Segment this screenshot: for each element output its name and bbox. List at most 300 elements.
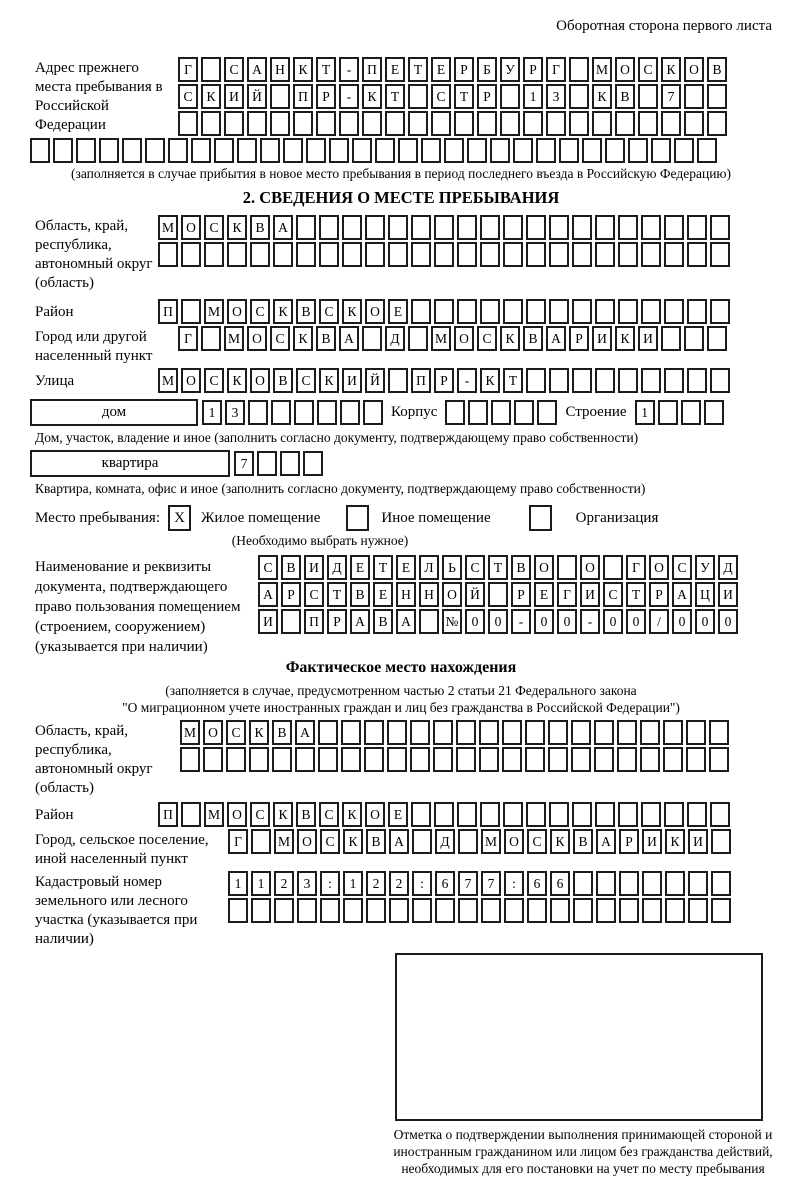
char-cell[interactable] bbox=[595, 368, 615, 393]
char-cell[interactable] bbox=[454, 111, 474, 136]
char-cell[interactable]: Р bbox=[511, 582, 531, 607]
char-cell[interactable] bbox=[431, 111, 451, 136]
char-cell[interactable]: О bbox=[181, 215, 201, 240]
char-cell[interactable] bbox=[434, 299, 454, 324]
char-cell[interactable] bbox=[526, 215, 546, 240]
char-cell[interactable]: С bbox=[319, 299, 339, 324]
char-cell[interactable]: С bbox=[270, 326, 290, 351]
char-cell[interactable]: С bbox=[672, 555, 692, 580]
char-cell[interactable]: Г bbox=[178, 326, 198, 351]
char-cell[interactable] bbox=[661, 326, 681, 351]
char-cell[interactable]: Т bbox=[327, 582, 347, 607]
char-cell[interactable] bbox=[181, 242, 201, 267]
char-cell[interactable] bbox=[434, 802, 454, 827]
char-cell[interactable]: Е bbox=[534, 582, 554, 607]
char-cell[interactable]: Ц bbox=[695, 582, 715, 607]
char-cell[interactable] bbox=[686, 720, 706, 745]
char-cell[interactable]: О bbox=[227, 802, 247, 827]
char-cell[interactable] bbox=[640, 720, 660, 745]
char-cell[interactable]: С bbox=[638, 57, 658, 82]
char-cell[interactable]: О bbox=[227, 299, 247, 324]
char-cell[interactable] bbox=[477, 111, 497, 136]
char-cell[interactable] bbox=[546, 111, 566, 136]
char-cell[interactable]: К bbox=[342, 299, 362, 324]
char-cell[interactable]: И bbox=[642, 829, 662, 854]
char-cell[interactable] bbox=[457, 802, 477, 827]
char-cell[interactable]: Р bbox=[281, 582, 301, 607]
char-cell[interactable] bbox=[681, 400, 701, 425]
char-cell[interactable]: 7 bbox=[661, 84, 681, 109]
char-cell[interactable] bbox=[603, 555, 623, 580]
char-cell[interactable] bbox=[595, 802, 615, 827]
char-cell[interactable]: К bbox=[293, 57, 313, 82]
char-cell[interactable]: М bbox=[158, 215, 178, 240]
char-cell[interactable] bbox=[296, 215, 316, 240]
char-cell[interactable] bbox=[687, 802, 707, 827]
char-cell[interactable]: Д bbox=[435, 829, 455, 854]
char-cell[interactable] bbox=[294, 400, 314, 425]
char-cell[interactable]: С bbox=[477, 326, 497, 351]
char-cell[interactable]: К bbox=[342, 802, 362, 827]
char-cell[interactable] bbox=[364, 747, 384, 772]
char-cell[interactable]: 7 bbox=[481, 871, 501, 896]
char-cell[interactable] bbox=[318, 720, 338, 745]
char-cell[interactable]: В bbox=[573, 829, 593, 854]
char-cell[interactable] bbox=[697, 138, 717, 163]
char-cell[interactable] bbox=[641, 802, 661, 827]
char-cell[interactable] bbox=[491, 400, 511, 425]
char-cell[interactable] bbox=[688, 871, 708, 896]
char-cell[interactable]: 2 bbox=[389, 871, 409, 896]
char-cell[interactable]: 6 bbox=[550, 871, 570, 896]
char-cell[interactable]: К bbox=[227, 368, 247, 393]
char-cell[interactable]: С bbox=[296, 368, 316, 393]
char-cell[interactable]: Г bbox=[228, 829, 248, 854]
char-cell[interactable] bbox=[201, 111, 221, 136]
char-cell[interactable] bbox=[641, 242, 661, 267]
char-cell[interactable]: Т bbox=[503, 368, 523, 393]
char-cell[interactable]: 0 bbox=[626, 609, 646, 634]
char-cell[interactable] bbox=[619, 871, 639, 896]
char-cell[interactable]: К bbox=[319, 368, 339, 393]
char-cell[interactable] bbox=[180, 747, 200, 772]
char-cell[interactable] bbox=[458, 829, 478, 854]
char-cell[interactable]: К bbox=[480, 368, 500, 393]
char-cell[interactable] bbox=[237, 138, 257, 163]
char-cell[interactable] bbox=[479, 720, 499, 745]
char-cell[interactable] bbox=[595, 242, 615, 267]
char-cell[interactable] bbox=[320, 898, 340, 923]
char-cell[interactable]: К bbox=[615, 326, 635, 351]
char-cell[interactable] bbox=[572, 299, 592, 324]
char-cell[interactable]: Г bbox=[626, 555, 646, 580]
char-cell[interactable] bbox=[411, 802, 431, 827]
char-cell[interactable]: К bbox=[343, 829, 363, 854]
char-cell[interactable]: Р bbox=[477, 84, 497, 109]
char-cell[interactable]: Т bbox=[488, 555, 508, 580]
char-cell[interactable] bbox=[203, 747, 223, 772]
char-cell[interactable]: А bbox=[247, 57, 267, 82]
char-cell[interactable] bbox=[526, 802, 546, 827]
char-cell[interactable] bbox=[250, 242, 270, 267]
char-cell[interactable] bbox=[364, 720, 384, 745]
char-cell[interactable]: О bbox=[365, 299, 385, 324]
char-cell[interactable]: Т bbox=[316, 57, 336, 82]
char-cell[interactable] bbox=[571, 720, 591, 745]
char-cell[interactable] bbox=[664, 215, 684, 240]
char-cell[interactable] bbox=[513, 138, 533, 163]
char-cell[interactable] bbox=[295, 747, 315, 772]
char-cell[interactable] bbox=[557, 555, 577, 580]
char-cell[interactable]: Г bbox=[557, 582, 577, 607]
char-cell[interactable] bbox=[664, 299, 684, 324]
char-cell[interactable]: А bbox=[396, 609, 416, 634]
char-cell[interactable] bbox=[362, 111, 382, 136]
char-cell[interactable]: 6 bbox=[435, 871, 455, 896]
char-cell[interactable]: 3 bbox=[546, 84, 566, 109]
char-cell[interactable] bbox=[410, 747, 430, 772]
char-cell[interactable]: О bbox=[454, 326, 474, 351]
char-cell[interactable]: И bbox=[304, 555, 324, 580]
char-cell[interactable]: Т bbox=[626, 582, 646, 607]
char-cell[interactable] bbox=[663, 747, 683, 772]
char-cell[interactable] bbox=[548, 720, 568, 745]
char-cell[interactable] bbox=[503, 215, 523, 240]
char-cell[interactable] bbox=[224, 111, 244, 136]
char-cell[interactable] bbox=[684, 111, 704, 136]
char-cell[interactable]: Р bbox=[327, 609, 347, 634]
char-cell[interactable] bbox=[341, 720, 361, 745]
char-cell[interactable]: Е bbox=[431, 57, 451, 82]
char-cell[interactable]: М bbox=[158, 368, 178, 393]
char-cell[interactable]: С bbox=[224, 57, 244, 82]
char-cell[interactable] bbox=[640, 747, 660, 772]
char-cell[interactable] bbox=[569, 84, 589, 109]
char-cell[interactable]: С bbox=[178, 84, 198, 109]
char-cell[interactable]: 1 bbox=[523, 84, 543, 109]
char-cell[interactable]: А bbox=[258, 582, 278, 607]
char-cell[interactable] bbox=[549, 368, 569, 393]
char-cell[interactable]: Р bbox=[619, 829, 639, 854]
char-cell[interactable] bbox=[458, 898, 478, 923]
char-cell[interactable]: С bbox=[527, 829, 547, 854]
char-cell[interactable] bbox=[319, 215, 339, 240]
char-cell[interactable] bbox=[53, 138, 73, 163]
char-cell[interactable] bbox=[642, 898, 662, 923]
char-cell[interactable] bbox=[707, 111, 727, 136]
char-cell[interactable] bbox=[433, 747, 453, 772]
char-cell[interactable]: С bbox=[250, 299, 270, 324]
char-cell[interactable] bbox=[710, 299, 730, 324]
char-cell[interactable]: А bbox=[546, 326, 566, 351]
char-cell[interactable]: С bbox=[250, 802, 270, 827]
char-cell[interactable]: П bbox=[293, 84, 313, 109]
char-cell[interactable] bbox=[251, 829, 271, 854]
char-cell[interactable] bbox=[408, 326, 428, 351]
char-cell[interactable]: - bbox=[339, 57, 359, 82]
char-cell[interactable] bbox=[445, 400, 465, 425]
char-cell[interactable] bbox=[316, 111, 336, 136]
char-cell[interactable] bbox=[387, 747, 407, 772]
char-cell[interactable]: И bbox=[342, 368, 362, 393]
char-cell[interactable]: Т bbox=[454, 84, 474, 109]
char-cell[interactable]: В bbox=[373, 609, 393, 634]
char-cell[interactable]: О bbox=[297, 829, 317, 854]
char-cell[interactable] bbox=[617, 720, 637, 745]
char-cell[interactable] bbox=[444, 138, 464, 163]
char-cell[interactable]: Н bbox=[270, 57, 290, 82]
char-cell[interactable] bbox=[490, 138, 510, 163]
char-cell[interactable] bbox=[527, 898, 547, 923]
char-cell[interactable]: И bbox=[580, 582, 600, 607]
char-cell[interactable]: / bbox=[649, 609, 669, 634]
char-cell[interactable] bbox=[248, 400, 268, 425]
char-cell[interactable] bbox=[664, 368, 684, 393]
char-cell[interactable] bbox=[257, 451, 277, 476]
char-cell[interactable] bbox=[389, 898, 409, 923]
char-cell[interactable] bbox=[688, 898, 708, 923]
char-cell[interactable] bbox=[572, 368, 592, 393]
char-cell[interactable] bbox=[434, 215, 454, 240]
char-cell[interactable] bbox=[214, 138, 234, 163]
char-cell[interactable] bbox=[707, 326, 727, 351]
char-cell[interactable] bbox=[421, 138, 441, 163]
char-cell[interactable] bbox=[596, 871, 616, 896]
char-cell[interactable]: А bbox=[596, 829, 616, 854]
char-cell[interactable] bbox=[711, 871, 731, 896]
char-cell[interactable] bbox=[387, 720, 407, 745]
char-cell[interactable] bbox=[664, 242, 684, 267]
char-cell[interactable] bbox=[536, 138, 556, 163]
char-cell[interactable] bbox=[410, 720, 430, 745]
char-cell[interactable]: И bbox=[224, 84, 244, 109]
char-cell[interactable] bbox=[503, 299, 523, 324]
char-cell[interactable] bbox=[366, 898, 386, 923]
char-cell[interactable]: И bbox=[638, 326, 658, 351]
char-cell[interactable] bbox=[388, 368, 408, 393]
char-cell[interactable] bbox=[684, 326, 704, 351]
char-cell[interactable]: А bbox=[295, 720, 315, 745]
char-cell[interactable] bbox=[435, 898, 455, 923]
char-cell[interactable] bbox=[641, 215, 661, 240]
char-cell[interactable] bbox=[595, 215, 615, 240]
char-cell[interactable] bbox=[76, 138, 96, 163]
char-cell[interactable] bbox=[594, 720, 614, 745]
char-cell[interactable]: 3 bbox=[297, 871, 317, 896]
char-cell[interactable] bbox=[704, 400, 724, 425]
char-cell[interactable]: 1 bbox=[228, 871, 248, 896]
char-cell[interactable]: К bbox=[227, 215, 247, 240]
char-cell[interactable] bbox=[385, 111, 405, 136]
char-cell[interactable] bbox=[375, 138, 395, 163]
char-cell[interactable] bbox=[251, 898, 271, 923]
char-cell[interactable] bbox=[618, 368, 638, 393]
char-cell[interactable]: Е bbox=[373, 582, 393, 607]
char-cell[interactable]: И bbox=[718, 582, 738, 607]
char-cell[interactable] bbox=[572, 215, 592, 240]
char-cell[interactable]: К bbox=[500, 326, 520, 351]
char-cell[interactable] bbox=[30, 138, 50, 163]
char-cell[interactable]: 1 bbox=[251, 871, 271, 896]
char-cell[interactable]: Ь bbox=[442, 555, 462, 580]
char-cell[interactable]: М bbox=[180, 720, 200, 745]
char-cell[interactable]: 0 bbox=[672, 609, 692, 634]
char-cell[interactable] bbox=[687, 368, 707, 393]
char-cell[interactable] bbox=[226, 747, 246, 772]
char-cell[interactable]: Е bbox=[388, 299, 408, 324]
char-cell[interactable]: А bbox=[672, 582, 692, 607]
char-cell[interactable] bbox=[480, 299, 500, 324]
char-cell[interactable] bbox=[158, 242, 178, 267]
char-cell[interactable] bbox=[559, 138, 579, 163]
char-cell[interactable] bbox=[99, 138, 119, 163]
char-cell[interactable] bbox=[303, 451, 323, 476]
char-cell[interactable] bbox=[283, 138, 303, 163]
char-cell[interactable] bbox=[247, 111, 267, 136]
char-cell[interactable] bbox=[686, 747, 706, 772]
char-cell[interactable]: К bbox=[273, 299, 293, 324]
char-cell[interactable] bbox=[249, 747, 269, 772]
char-cell[interactable] bbox=[365, 242, 385, 267]
char-cell[interactable] bbox=[408, 111, 428, 136]
char-cell[interactable] bbox=[710, 802, 730, 827]
char-cell[interactable] bbox=[467, 138, 487, 163]
checkbox-organization[interactable] bbox=[529, 505, 552, 531]
char-cell[interactable] bbox=[412, 898, 432, 923]
char-cell[interactable] bbox=[526, 299, 546, 324]
char-cell[interactable] bbox=[181, 299, 201, 324]
char-cell[interactable] bbox=[228, 898, 248, 923]
char-cell[interactable]: А bbox=[273, 215, 293, 240]
char-cell[interactable]: А bbox=[339, 326, 359, 351]
char-cell[interactable]: С bbox=[204, 215, 224, 240]
char-cell[interactable] bbox=[352, 138, 372, 163]
char-cell[interactable] bbox=[550, 898, 570, 923]
char-cell[interactable]: Т bbox=[408, 57, 428, 82]
char-cell[interactable]: К bbox=[273, 802, 293, 827]
char-cell[interactable]: К bbox=[293, 326, 313, 351]
char-cell[interactable]: 1 bbox=[343, 871, 363, 896]
char-cell[interactable]: К bbox=[201, 84, 221, 109]
char-cell[interactable]: С bbox=[319, 802, 339, 827]
char-cell[interactable]: К bbox=[592, 84, 612, 109]
char-cell[interactable]: - bbox=[339, 84, 359, 109]
char-cell[interactable]: Л bbox=[419, 555, 439, 580]
char-cell[interactable]: 1 bbox=[635, 400, 655, 425]
char-cell[interactable] bbox=[479, 747, 499, 772]
char-cell[interactable]: : bbox=[320, 871, 340, 896]
char-cell[interactable] bbox=[201, 57, 221, 82]
char-cell[interactable] bbox=[618, 802, 638, 827]
char-cell[interactable] bbox=[419, 609, 439, 634]
char-cell[interactable]: 7 bbox=[234, 451, 254, 476]
char-cell[interactable]: Й bbox=[365, 368, 385, 393]
char-cell[interactable] bbox=[340, 400, 360, 425]
char-cell[interactable]: П bbox=[411, 368, 431, 393]
char-cell[interactable] bbox=[687, 242, 707, 267]
char-cell[interactable] bbox=[363, 400, 383, 425]
char-cell[interactable] bbox=[457, 299, 477, 324]
char-cell[interactable] bbox=[710, 242, 730, 267]
char-cell[interactable]: 3 bbox=[225, 400, 245, 425]
char-cell[interactable]: П bbox=[158, 802, 178, 827]
char-cell[interactable] bbox=[271, 400, 291, 425]
char-cell[interactable] bbox=[592, 111, 612, 136]
char-cell[interactable] bbox=[569, 57, 589, 82]
char-cell[interactable] bbox=[270, 84, 290, 109]
char-cell[interactable]: В bbox=[250, 215, 270, 240]
char-cell[interactable]: П bbox=[158, 299, 178, 324]
char-cell[interactable] bbox=[273, 242, 293, 267]
char-cell[interactable]: В bbox=[615, 84, 635, 109]
char-cell[interactable]: О bbox=[442, 582, 462, 607]
char-cell[interactable] bbox=[411, 242, 431, 267]
char-cell[interactable] bbox=[537, 400, 557, 425]
char-cell[interactable] bbox=[280, 451, 300, 476]
char-cell[interactable] bbox=[434, 242, 454, 267]
char-cell[interactable]: К bbox=[249, 720, 269, 745]
char-cell[interactable]: 0 bbox=[488, 609, 508, 634]
char-cell[interactable] bbox=[526, 242, 546, 267]
char-cell[interactable] bbox=[319, 242, 339, 267]
char-cell[interactable] bbox=[687, 299, 707, 324]
char-cell[interactable] bbox=[122, 138, 142, 163]
char-cell[interactable] bbox=[582, 138, 602, 163]
char-cell[interactable] bbox=[595, 299, 615, 324]
char-cell[interactable]: О bbox=[247, 326, 267, 351]
char-cell[interactable]: 1 bbox=[202, 400, 222, 425]
char-cell[interactable] bbox=[341, 747, 361, 772]
char-cell[interactable] bbox=[628, 138, 648, 163]
char-cell[interactable]: № bbox=[442, 609, 462, 634]
char-cell[interactable]: С bbox=[465, 555, 485, 580]
char-cell[interactable] bbox=[638, 111, 658, 136]
checkbox-other-premises[interactable] bbox=[346, 505, 369, 531]
char-cell[interactable]: С bbox=[431, 84, 451, 109]
char-cell[interactable] bbox=[617, 747, 637, 772]
char-cell[interactable] bbox=[618, 242, 638, 267]
char-cell[interactable] bbox=[665, 871, 685, 896]
char-cell[interactable] bbox=[411, 215, 431, 240]
char-cell[interactable] bbox=[502, 720, 522, 745]
char-cell[interactable]: С bbox=[320, 829, 340, 854]
char-cell[interactable]: М bbox=[224, 326, 244, 351]
char-cell[interactable] bbox=[306, 138, 326, 163]
char-cell[interactable] bbox=[641, 368, 661, 393]
char-cell[interactable]: Д bbox=[385, 326, 405, 351]
char-cell[interactable]: Д bbox=[718, 555, 738, 580]
char-cell[interactable]: И bbox=[592, 326, 612, 351]
char-cell[interactable] bbox=[548, 747, 568, 772]
char-cell[interactable]: Р bbox=[523, 57, 543, 82]
char-cell[interactable] bbox=[687, 215, 707, 240]
char-cell[interactable]: Р bbox=[569, 326, 589, 351]
char-cell[interactable] bbox=[503, 242, 523, 267]
char-cell[interactable]: С bbox=[204, 368, 224, 393]
char-cell[interactable] bbox=[480, 215, 500, 240]
char-cell[interactable] bbox=[664, 802, 684, 827]
char-cell[interactable] bbox=[329, 138, 349, 163]
char-cell[interactable] bbox=[145, 138, 165, 163]
char-cell[interactable] bbox=[525, 720, 545, 745]
char-cell[interactable] bbox=[709, 747, 729, 772]
char-cell[interactable] bbox=[456, 747, 476, 772]
char-cell[interactable] bbox=[605, 138, 625, 163]
char-cell[interactable]: Н bbox=[396, 582, 416, 607]
checkbox-residential[interactable]: X bbox=[168, 505, 191, 531]
char-cell[interactable] bbox=[549, 802, 569, 827]
char-cell[interactable] bbox=[641, 299, 661, 324]
